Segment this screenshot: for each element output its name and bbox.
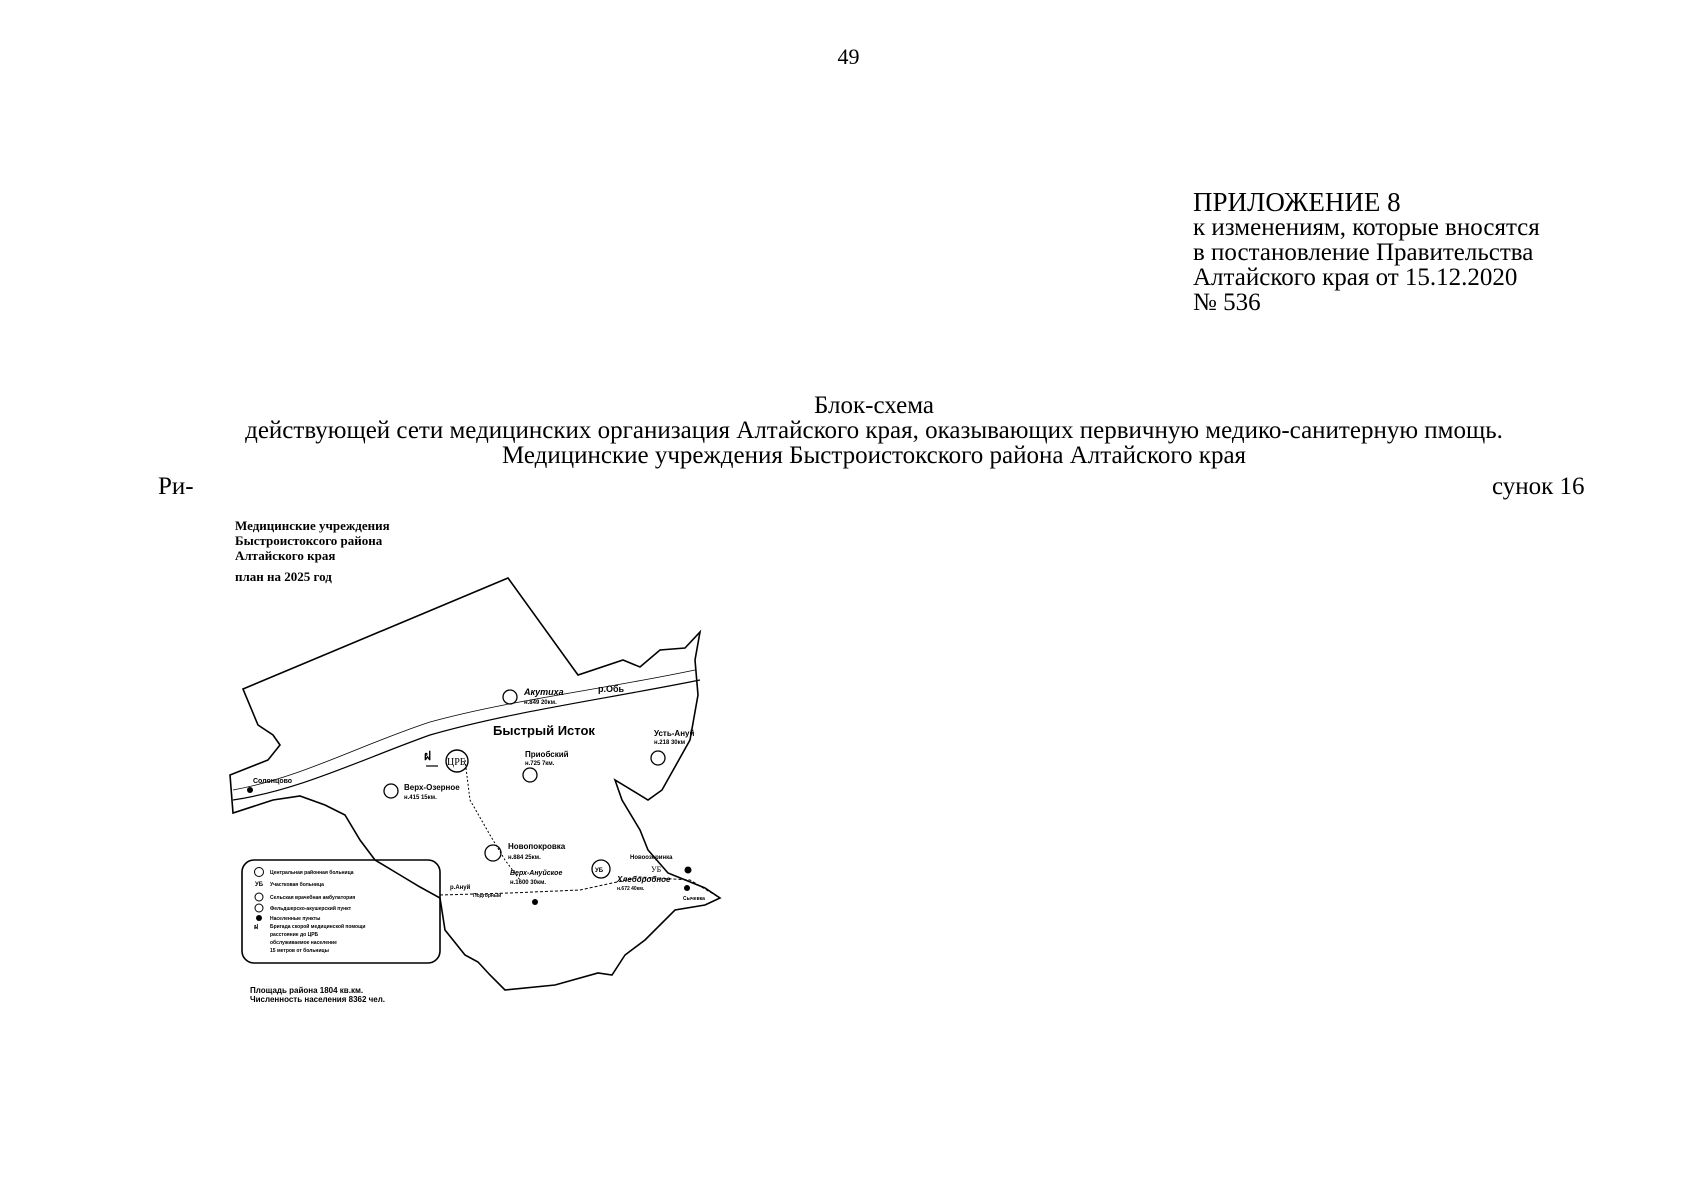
ust-anuy-fap-icon [651,751,665,765]
sychevka-dot [684,885,690,891]
akutikha-fap-icon [503,690,517,704]
legend-crb-icon [255,868,264,877]
crb-label: ЦРБ [447,757,466,768]
page-number: 49 [837,44,860,69]
river-ob-label: р.Обь [598,684,625,694]
khleborobnoe-label: Хлеборобное [617,875,671,884]
legend-ambulance-icon: ฝ [254,924,259,931]
verkh-ozernoe-note: н.415 15км. [404,795,437,801]
appendix-line-3: Алтайского края от 15.12.2020 [1193,264,1518,291]
khleborobnoe-note: н.672 40км. [617,886,645,892]
map-header-line-1: Медицинские учреждения [235,518,390,533]
legend-fap-icon [255,904,263,912]
verkh-ozernoe-fap-icon [384,784,398,798]
map-header-line-3: Алтайского края [235,548,336,563]
river-ob-bank [233,670,695,790]
figure-label-right: сунок 16 [1492,473,1585,500]
appendix-line-1: к изменениям, которые вносятся [1193,214,1540,241]
legend-item-9: 15 метров от больницы [270,948,329,954]
appendix-line-4: № 536 [1193,289,1261,316]
legend-item-3: Сельская врачебная амбулатория [270,895,356,901]
akutikha-label: Акутиха [524,687,564,697]
map-plan: план на 2025 год [235,569,332,584]
legend-item-2: Участковая больница [270,882,324,888]
legend-ub-icon: УБ [255,882,264,888]
solontsovo-dot [247,787,253,793]
legend-item-6: Бригада скорой медицинской помощи [270,924,366,930]
novopokrovka-label: Новопокровка [508,842,566,851]
legend-item-8: обслуживаемое население [270,940,337,946]
verkh-ozernoe-label: Верх-Озерное [404,783,460,792]
appendix-title: ПРИЛОЖЕНИЕ 8 [1193,187,1401,217]
solontsovo-label: Солонцово [253,778,293,785]
legend-item-7: расстояние до ЦРБ [270,932,319,938]
akutikha-note: н.849 20км. [524,700,557,706]
novopokrovka-note: н.884 25км. [508,855,541,861]
verkh-anuyskoe-ub-label: УБ [595,868,604,874]
legend-items [254,868,365,955]
river-anuy-label: р.Ануй [450,885,471,891]
ust-anuy-label: Усть-Ануй [654,729,695,738]
legend-sva-icon [255,893,263,901]
verkh-anuyskoe-note: н.1600 30км. [510,880,547,886]
novopokrovka-fap-icon [485,845,501,861]
ust-anuy-note: н.218 30км [654,740,686,746]
priobskiy-label: Приобский [525,750,569,759]
podgornyy-label: Подгорный [473,893,502,899]
podgornyy-dot [532,899,538,905]
center-label: Быстрый Исток [493,723,595,738]
block-title-line-2: действующей сети медицинских организация Алтайского края, оказывающих первичную медико-санитерную пмощь. [245,417,1503,444]
map-header-line-2: Быстроистоксого района [235,533,383,548]
ub-text: УБ [651,865,662,874]
legend-settlement-icon [256,915,262,921]
legend-item-1: Центральная районная больница [270,870,354,876]
legend-item-4: Фельдшерско-акушерский пункт [270,906,352,912]
appendix-line-2: в постановление Правительства [1193,239,1534,266]
novoznamenka-label: Новоозеринка [630,855,673,861]
map-population: Численность населения 8362 чел. [250,995,386,1004]
river-ob [233,680,700,800]
verkh-anuyskoe-label: Верх-Ануйское [510,870,563,877]
priobskiy-fap-icon [523,768,537,782]
priobskiy-note: н.725 7км. [525,761,555,767]
block-title-line-3: Медицинские учреждения Быстроистокского района Алтайского края [501,442,1247,469]
block-title-line-1: Блок-схема [814,392,934,419]
figure-label-left: Ри- [158,473,194,500]
novoznamenka-dot [685,867,692,874]
map-area: Площадь района 1804 кв.км. [250,986,364,995]
sychevka-label: Сычевка [683,896,705,902]
legend-item-5: Населенные пункты [270,916,321,922]
road-line [465,760,520,880]
ambulance-symbol: ฝ [424,749,432,763]
